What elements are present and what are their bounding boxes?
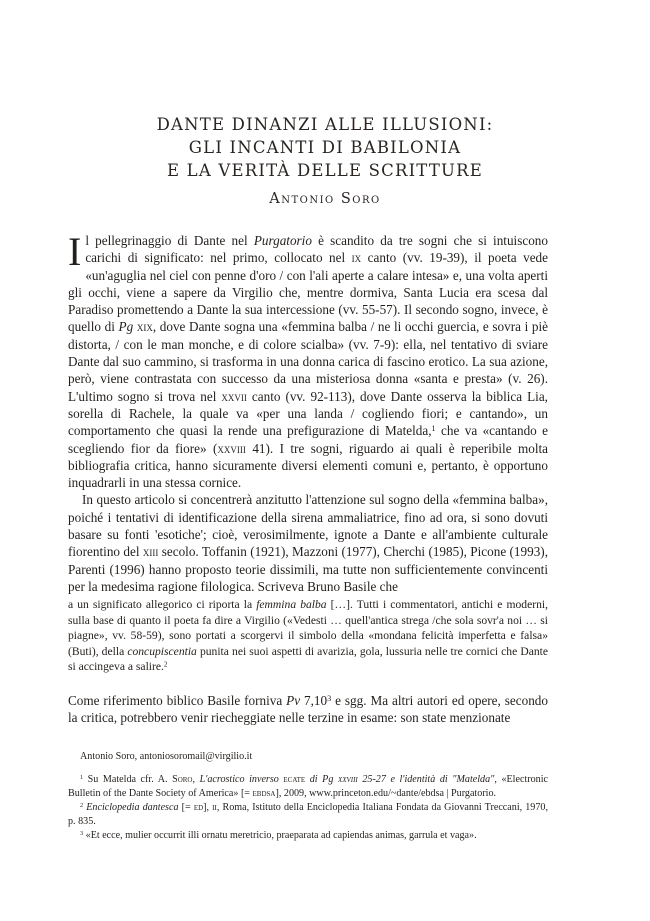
italic-run: Enciclopedia dantesca — [86, 802, 179, 813]
text-run: [= — [178, 802, 194, 813]
text-run: canto (vv. 19-39), il poeta vede «un'aguglia nel ciel con penne d'oro / con l'ali aperte a calare intesa» e, una volta aperti gli occhi, viene a sapere da Virgilio che, mentre dormiva, Santa Lucia era scesa dal Paradiso promettendo a Dante la sua intercessione (vv. 55-57). Il secondo sogno, invece, è quello di — [68, 250, 548, 335]
body-text — [68, 229, 549, 595]
text-run: canto (vv. 92-113), dove Dante osserva la biblica Lia, sorella di Rachele, la quale va «per una landa / cogliendo fiori; e cantando», un comportamento che quasi la rende una prefigurazione di Matelda, — [68, 388, 548, 439]
text-run: e sgg. Ma altri autori ed opere, secondo la critica, potrebbero venir riecheggiate nelle terzine in esame: son state menzionate — [68, 693, 548, 726]
text-run: a un significato allegorico ci riporta la — [68, 598, 257, 611]
text-run: «Et ecce, mulier occurrit illi ornatu meretricio, praeparata ad capiendas animas, garrula et vaga». — [83, 830, 477, 841]
roman-numeral: xxviii — [217, 440, 246, 456]
small-caps-run: ii — [212, 802, 217, 813]
author-name: Antonio Soro — [269, 191, 381, 207]
footnote-ref-3[interactable]: 3 — [327, 693, 332, 703]
footnote-ref-1[interactable]: 1 — [431, 424, 436, 434]
roman-numeral: xiii — [142, 544, 159, 560]
small-caps-run: Soro — [172, 774, 193, 785]
title-line-2: GLI INCANTI DI BABILONIA — [188, 138, 462, 157]
footnote-3 — [68, 829, 548, 843]
text-run: punita nei suoi aspetti di avarizia, gola, lussuria nelle tre cornici che Dante si accingeva a salire. — [68, 644, 549, 674]
paragraph-2 — [68, 491, 548, 595]
italic-run: di Pg — [305, 774, 338, 785]
italic-run: Pv — [286, 693, 301, 708]
footnote-ref-2[interactable]: 2 — [163, 660, 168, 669]
italic-run: Purgatorio — [253, 233, 312, 248]
text-run: , «Electronic Bulletin of the Dante Society of America» [= — [68, 774, 548, 799]
drop-cap: I — [68, 229, 82, 274]
roman-numeral: xix — [136, 319, 153, 335]
title-line-3: E LA VERITÀ DELLE SCRITTURE — [166, 161, 483, 180]
small-caps-run: ebdsa — [252, 788, 276, 799]
text-run: , dove Dante sogna una «femmina balba / ne li occhi guercia, e sovra i piè distorta, / con le man monche, e di colore scialba» (vv. 7-9): ella, nel tentativo di sviare Dante dal suo cammino, si trasforma in una donna carica di fascino erotico. La sua azione, però, viene contrastata con successo da una misteriosa donna «santa e presta» (v. 26). L'ultimo sogno si trova nel — [68, 319, 549, 404]
article-title — [0, 113, 650, 182]
italic-run: 25-27 e l'identità di "Matelda" — [357, 774, 495, 785]
text-run: Su Matelda cfr. A. — [83, 774, 173, 785]
text-run: In questo articolo si concentrerà anzitutto l'attenzione sul sogno della «femmina balba», poiché i tentativi di identificazione della sirena ammaliatrice, fino ad ora, si sono dovuti basare su fonti 'esotiche'; cioè, verosimilmente, ignote a Dante e all'ambiente culturale fiorentino del — [68, 492, 548, 560]
footnote-2 — [68, 801, 548, 829]
author-contact: Antonio Soro, antoniosoromail@virgilio.it — [80, 751, 253, 762]
footnote-number: 2 — [80, 801, 84, 809]
footnote-number: 3 — [80, 829, 84, 837]
italic-run: L'acrostico inverso — [199, 774, 284, 785]
text-run: 7,10 — [300, 693, 328, 708]
italic-run: Pg — [118, 319, 134, 335]
text-run: è scandito da tre sogni che si intuiscono carichi di significato: nel primo, collocato nel — [85, 233, 548, 266]
text-run: secolo. Toffanin (1921), Mazzoni (1977), Cherchi (1985), Picone (1993), Parenti (1996) hanno proposto teorie dissimili, ma tutte non sufficientemente convincenti per la medesima ragione filologica. Scriveva Bruno Basile che — [68, 544, 548, 594]
text-run: 41). I tre sogni, riguardo ai quali è reperibile molta bibliografia critica, hanno sicuramente diversi elementi comuni e, pertanto, è opportuno inquadrarli in una stessa cornice. — [68, 440, 548, 491]
footnote-1 — [68, 773, 548, 801]
title-line-1: DANTE DINANZI ALLE ILLUSIONI: — [156, 115, 494, 134]
small-caps-run: xxviii — [337, 774, 358, 785]
roman-numeral: xxvii — [221, 388, 247, 404]
text-run: che va «cantando e scegliendo fior da fiore» ( — [68, 423, 549, 456]
text-run: Come riferimento biblico Basile forniva — [68, 693, 287, 708]
paragraph-3 — [68, 692, 548, 727]
text-run: ], 2009, www.princeton.edu/~dante/ebdsa | Purgatorio. — [275, 788, 497, 799]
roman-numeral: ix — [351, 250, 362, 266]
text-run: , — [192, 774, 200, 785]
small-caps-run: ecate — [283, 774, 306, 785]
text-run: , Roma, Istituto della Enciclopedia Italiana Fondata da Giovanni Treccani, 1970, p. 835. — [68, 802, 548, 827]
italic-run: femmina balba — [256, 598, 327, 611]
italic-run: concupiscentia — [127, 644, 197, 658]
footnote-number: 1 — [80, 773, 84, 781]
small-caps-run: ed — [193, 802, 204, 813]
text-run: ], — [203, 802, 213, 813]
block-quote — [68, 597, 548, 675]
paragraph-1 — [68, 229, 549, 491]
footnotes — [68, 750, 548, 843]
text-run: l pellegrinaggio di Dante nel — [85, 233, 254, 248]
text-run: […]. Tutti i commentatori, antichi e moderni, sulla base di quanto il poeta fa dire a Virgilio («Vedesti … quell'antica strega /che sola sovr'a noi … si piagne», vv. 58-59), sono portati a scorgervi il simbolo della «mondana felicità imperfetta e falsa» (Buti), della — [68, 598, 548, 658]
